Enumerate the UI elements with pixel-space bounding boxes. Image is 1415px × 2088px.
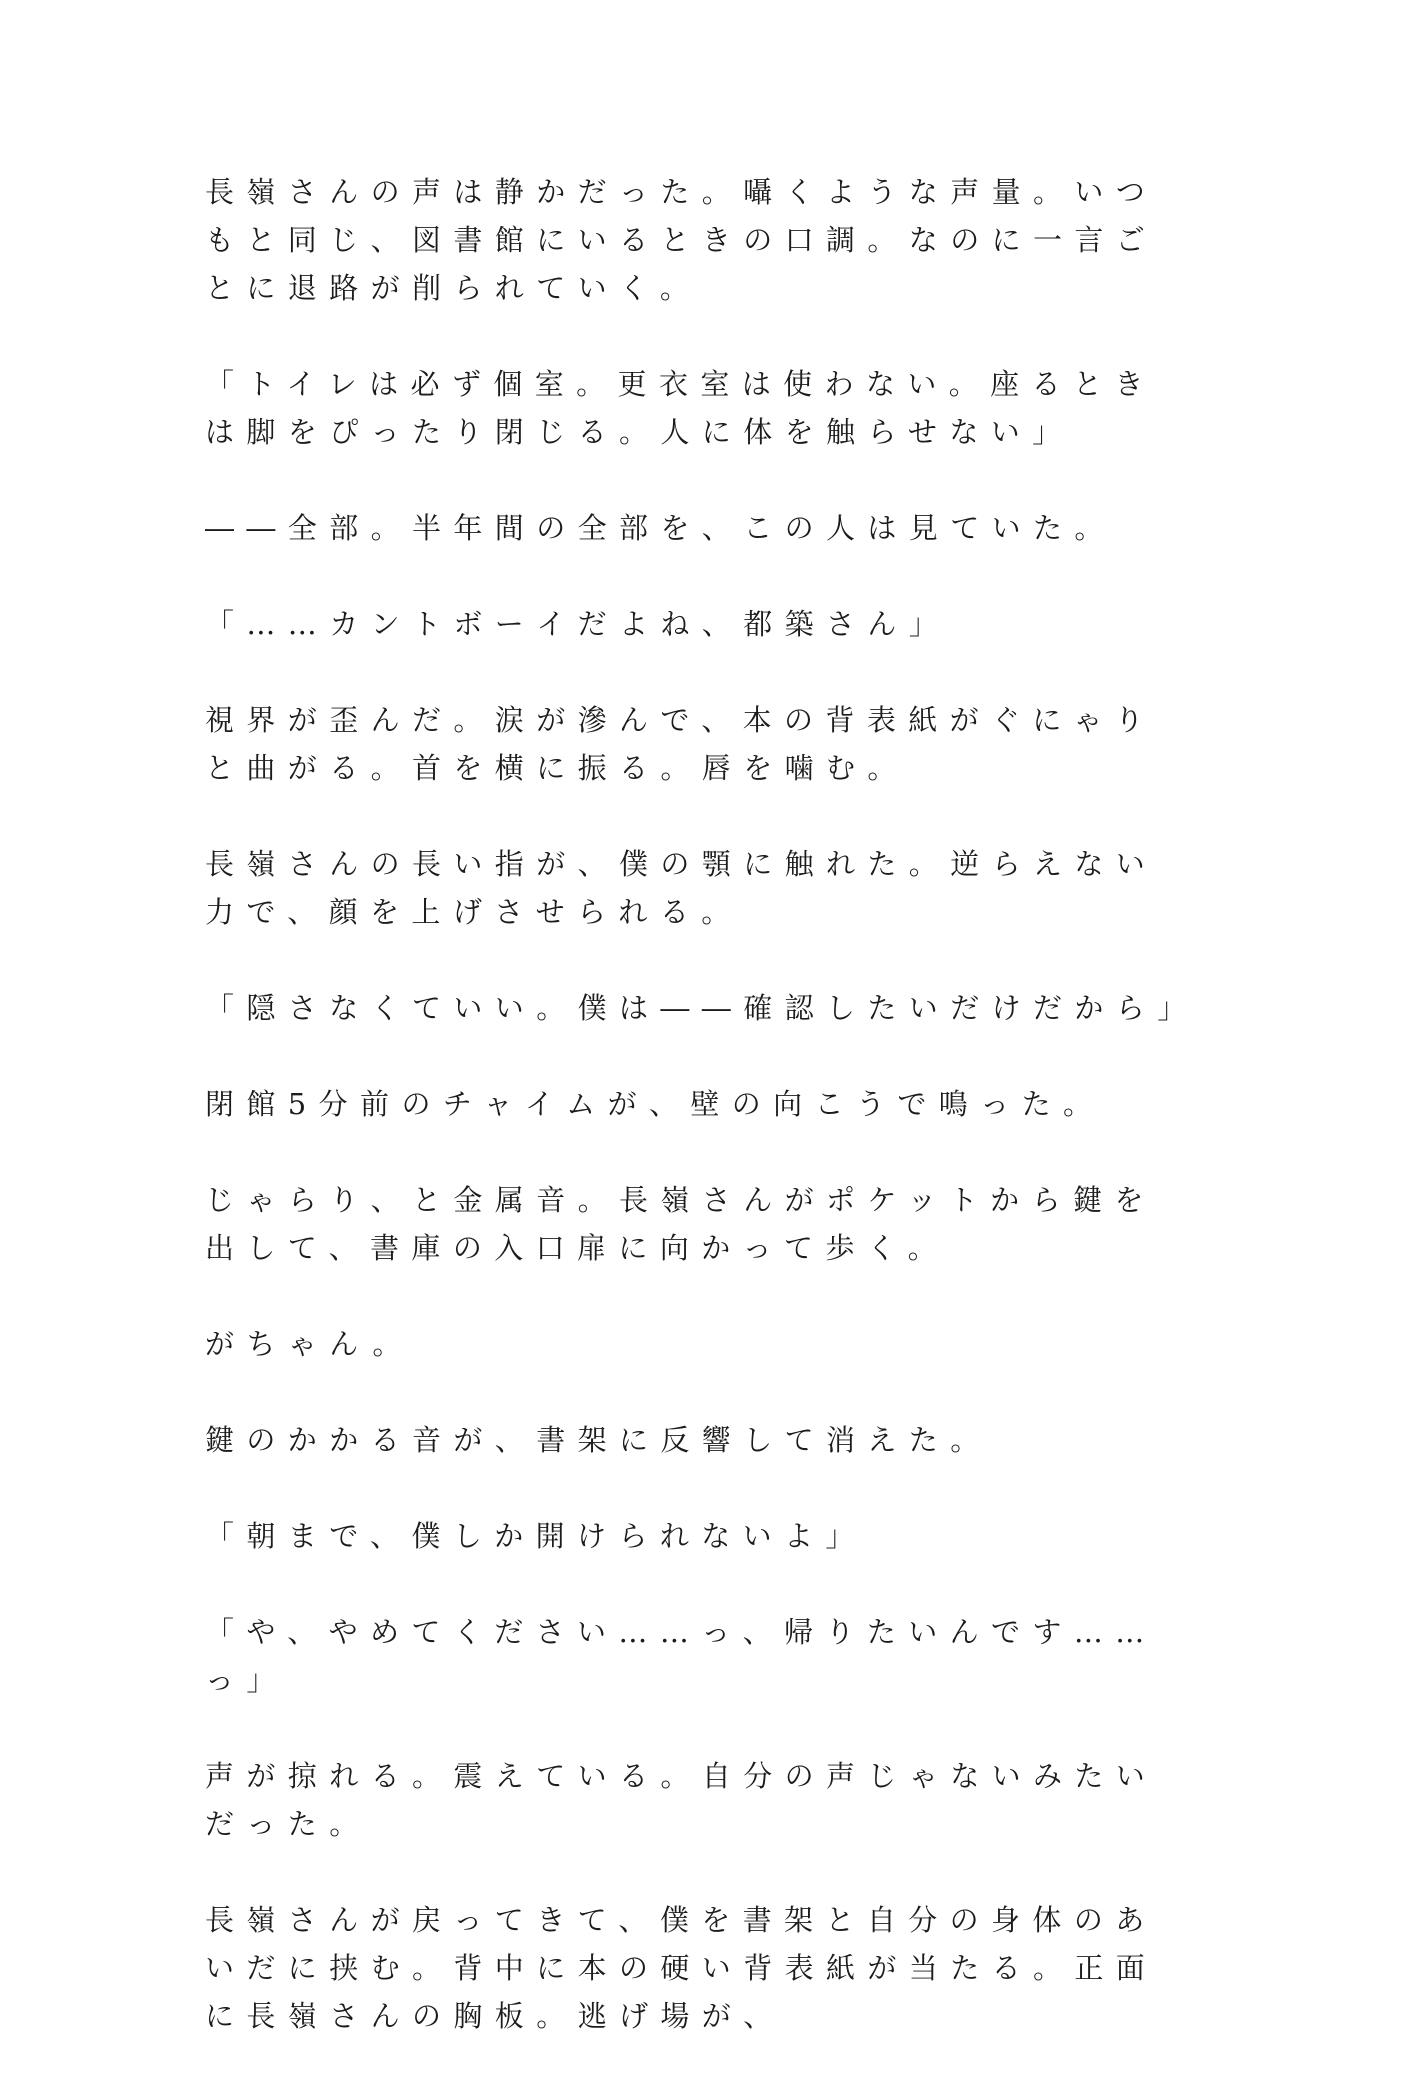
paragraph-13: 「や、やめてください……っ、帰りたいんです……っ」 xyxy=(205,1615,1157,1697)
body-text xyxy=(205,168,1199,2088)
paragraph-2: 「トイレは必ず個室。更衣室は使わない。座るときは脚をぴったり閉じる。人に体を触らせない」 xyxy=(205,367,1156,449)
paragraph-4: 「……カントボーイだよね、都築さん」 xyxy=(205,607,951,641)
paragraph-15: 長嶺さんが戻ってきて、僕を書架と自分の身体のあいだに挟む。背中に本の硬い背表紙が当たる。正面に長嶺さんの胸板。逃げ場が、 xyxy=(205,1903,1158,2033)
paragraph-8: 閉館5分前のチャイムが、壁の向こうで鳴った。 xyxy=(205,1087,1105,1121)
paragraph-12: 「朝まで、僕しか開けられないよ」 xyxy=(205,1519,867,1553)
paragraph-9: じゃらり、と金属音。長嶺さんがポケットから鍵を出して、書庫の入口扉に向かって歩く。 xyxy=(205,1183,1156,1265)
paragraph-5: 視界が歪んだ。涙が滲んで、本の背表紙がぐにゃりと曲がる。首を横に振る。唇を噛む。 xyxy=(205,703,1157,785)
paragraph-3: ――全部。半年間の全部を、この人は見ていた。 xyxy=(205,511,1116,545)
paragraph-7: 「隠さなくていい。僕は――確認したいだけだから」 xyxy=(205,991,1199,1025)
paragraph-10: がちゃん。 xyxy=(205,1327,414,1361)
paragraph-6: 長嶺さんの長い指が、僕の顎に触れた。逆らえない力で、顔を上げさせられる。 xyxy=(205,847,1158,929)
paragraph-14: 声が掠れる。震えている。自分の声じゃないみたいだった。 xyxy=(205,1759,1158,1841)
paragraph-1: 長嶺さんの声は静かだった。囁くような声量。いつもと同じ、図書館にいるときの口調。なのに一言ごとに退路が削られていく。 xyxy=(205,175,1158,305)
paragraph-11: 鍵のかかる音が、書架に反響して消えた。 xyxy=(205,1423,992,1457)
